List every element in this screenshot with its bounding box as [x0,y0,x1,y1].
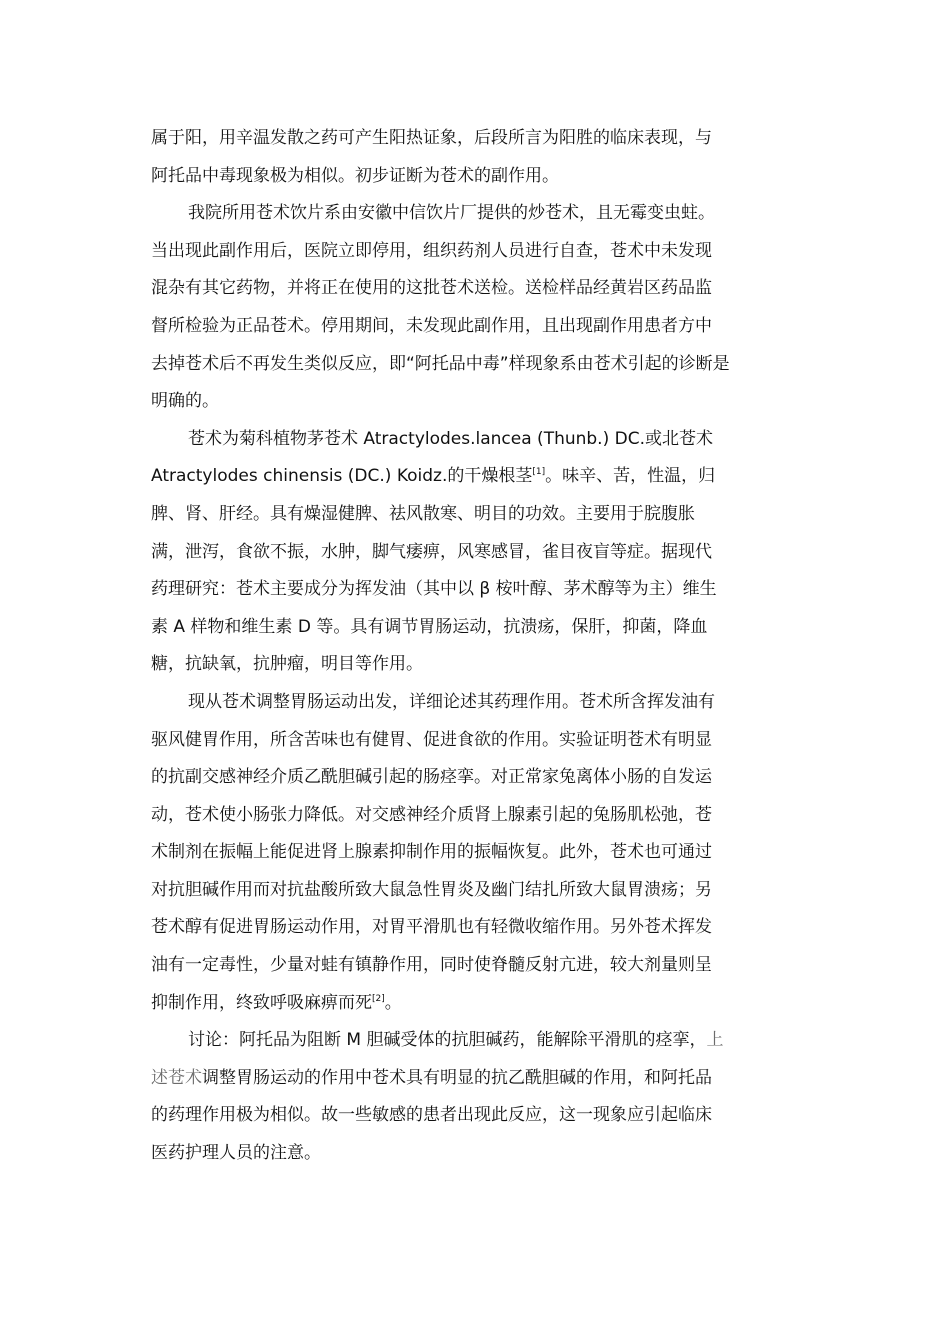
highlighted-text: 述苍术 [151,1067,202,1088]
line-punct: 。 [384,992,402,1013]
text-line: 糖，抗缺氧，抗肿瘤，明目等作用。 [151,654,423,675]
text-line-with-highlight [151,1060,801,1098]
text-line: 的药理作用极为相似。故一些敏感的患者出现此反应，这一现象应引起临床 [151,1105,712,1126]
paragraph-3 [151,421,801,684]
text-line: 满，泄泻，食欲不振，水肿，脚气痿痹，风寒感冒，雀目夜盲等症。据现代 [151,541,712,562]
text-line: 督所检验为正品苍术。停用期间，未发现此副作用，且出现副作用患者方中 [151,315,712,336]
text-line: 药理研究：苍术主要成分为挥发油（其中以 β 桉叶醇、茅术醇等为主）维生 [151,579,717,600]
line-text: 调整胃肠运动的作用中苍术具有明显的抗乙酰胆碱的作用，和阿托品 [202,1067,712,1088]
line-punct: 。 [545,466,563,487]
citation-ref-2[interactable]: [2] [372,993,385,1004]
text-line-with-citation [151,458,801,496]
paragraph-4 [151,684,801,1022]
text-line: 苍术为菊科植物茅苍术 Atractylodes.lancea (Thunb.) DC.或北苍术 [188,428,713,449]
text-line-with-highlight [151,1022,801,1060]
citation-ref-1[interactable]: [1] [532,467,546,478]
text-line: 脾、肾、肝经。具有燥湿健脾、祛风散寒、明目的功效。主要用于脘腹胀 [151,503,695,524]
text-line: 动，苍术使小肠张力降低。对交感神经介质肾上腺素引起的兔肠肌松弛，苍 [151,804,712,825]
text-line: 苍术醇有促进胃肠运动作用，对胃平滑肌也有轻微收缩作用。另外苍术挥发 [151,917,712,938]
text-line: 驱风健胃作用，所含苦味也有健胃、促进食欲的作用。实验证明苍术有明显 [151,729,712,750]
text-line: 油有一定毒性，少量对蛙有镇静作用，同时使脊髓反射亢进，较大剂量则呈 [151,955,712,976]
text-line: 当出现此副作用后，医院立即停用，组织药剂人员进行自查，苍术中未发现 [151,240,712,261]
text-line: 医药护理人员的注意。 [151,1143,321,1164]
text-line: 阿托品中毒现象极为相似。初步证断为苍术的副作用。 [151,165,559,186]
line-text: 讨论：阿托品为阻断 M 胆碱受体的抗胆碱药，能解除平滑肌的痉挛， [188,1030,707,1051]
paragraph-2 [151,195,801,421]
text-line: 我院所用苍术饮片系由安徽中信饮片厂提供的炒苍术，且无霉变虫蛀。 [188,203,715,224]
text-line: 现从苍术调整胃肠运动出发，详细论述其药理作用。苍术所含挥发油有 [188,691,715,712]
text-line-with-citation [151,985,801,1023]
text-line: 术制剂在振幅上能促进肾上腺素抑制作用的振幅恢复。此外，苍术也可通过 [151,842,712,863]
text-line: 明确的。 [151,391,219,412]
document-body [151,120,801,1173]
line-text: 抑制作用，终致呼吸麻痹而死 [151,992,372,1013]
line-text: Atractylodes chinensis (DC.) Koidz.的干燥根茎 [151,466,533,487]
paragraph-1 [151,120,801,195]
paragraph-5 [151,1022,801,1172]
text-line: 对抗胆碱作用而对抗盐酸所致大鼠急性胃炎及幽门结扎所致大鼠胃溃疡；另 [151,879,712,900]
text-line: 去掉苍术后不再发生类似反应，即“阿托品中毒”样现象系由苍术引起的诊断是 [151,353,730,374]
text-line: 的抗副交感神经介质乙酰胆碱引起的肠痉挛。对正常家兔离体小肠的自发运 [151,767,712,788]
line-text: 味辛、苦，性温，归 [562,466,716,487]
text-line: 混杂有其它药物，并将正在使用的这批苍术送检。送检样品经黄岩区药品监 [151,278,712,299]
text-line: 属于阳，用辛温发散之药可产生阳热证象，后段所言为阳胜的临床表现，与 [151,128,712,148]
text-line: 素 A 样物和维生素 D 等。具有调节胃肠运动，抗溃疡，保肝，抑菌，降血 [151,616,708,637]
highlighted-text: 上 [706,1030,724,1051]
